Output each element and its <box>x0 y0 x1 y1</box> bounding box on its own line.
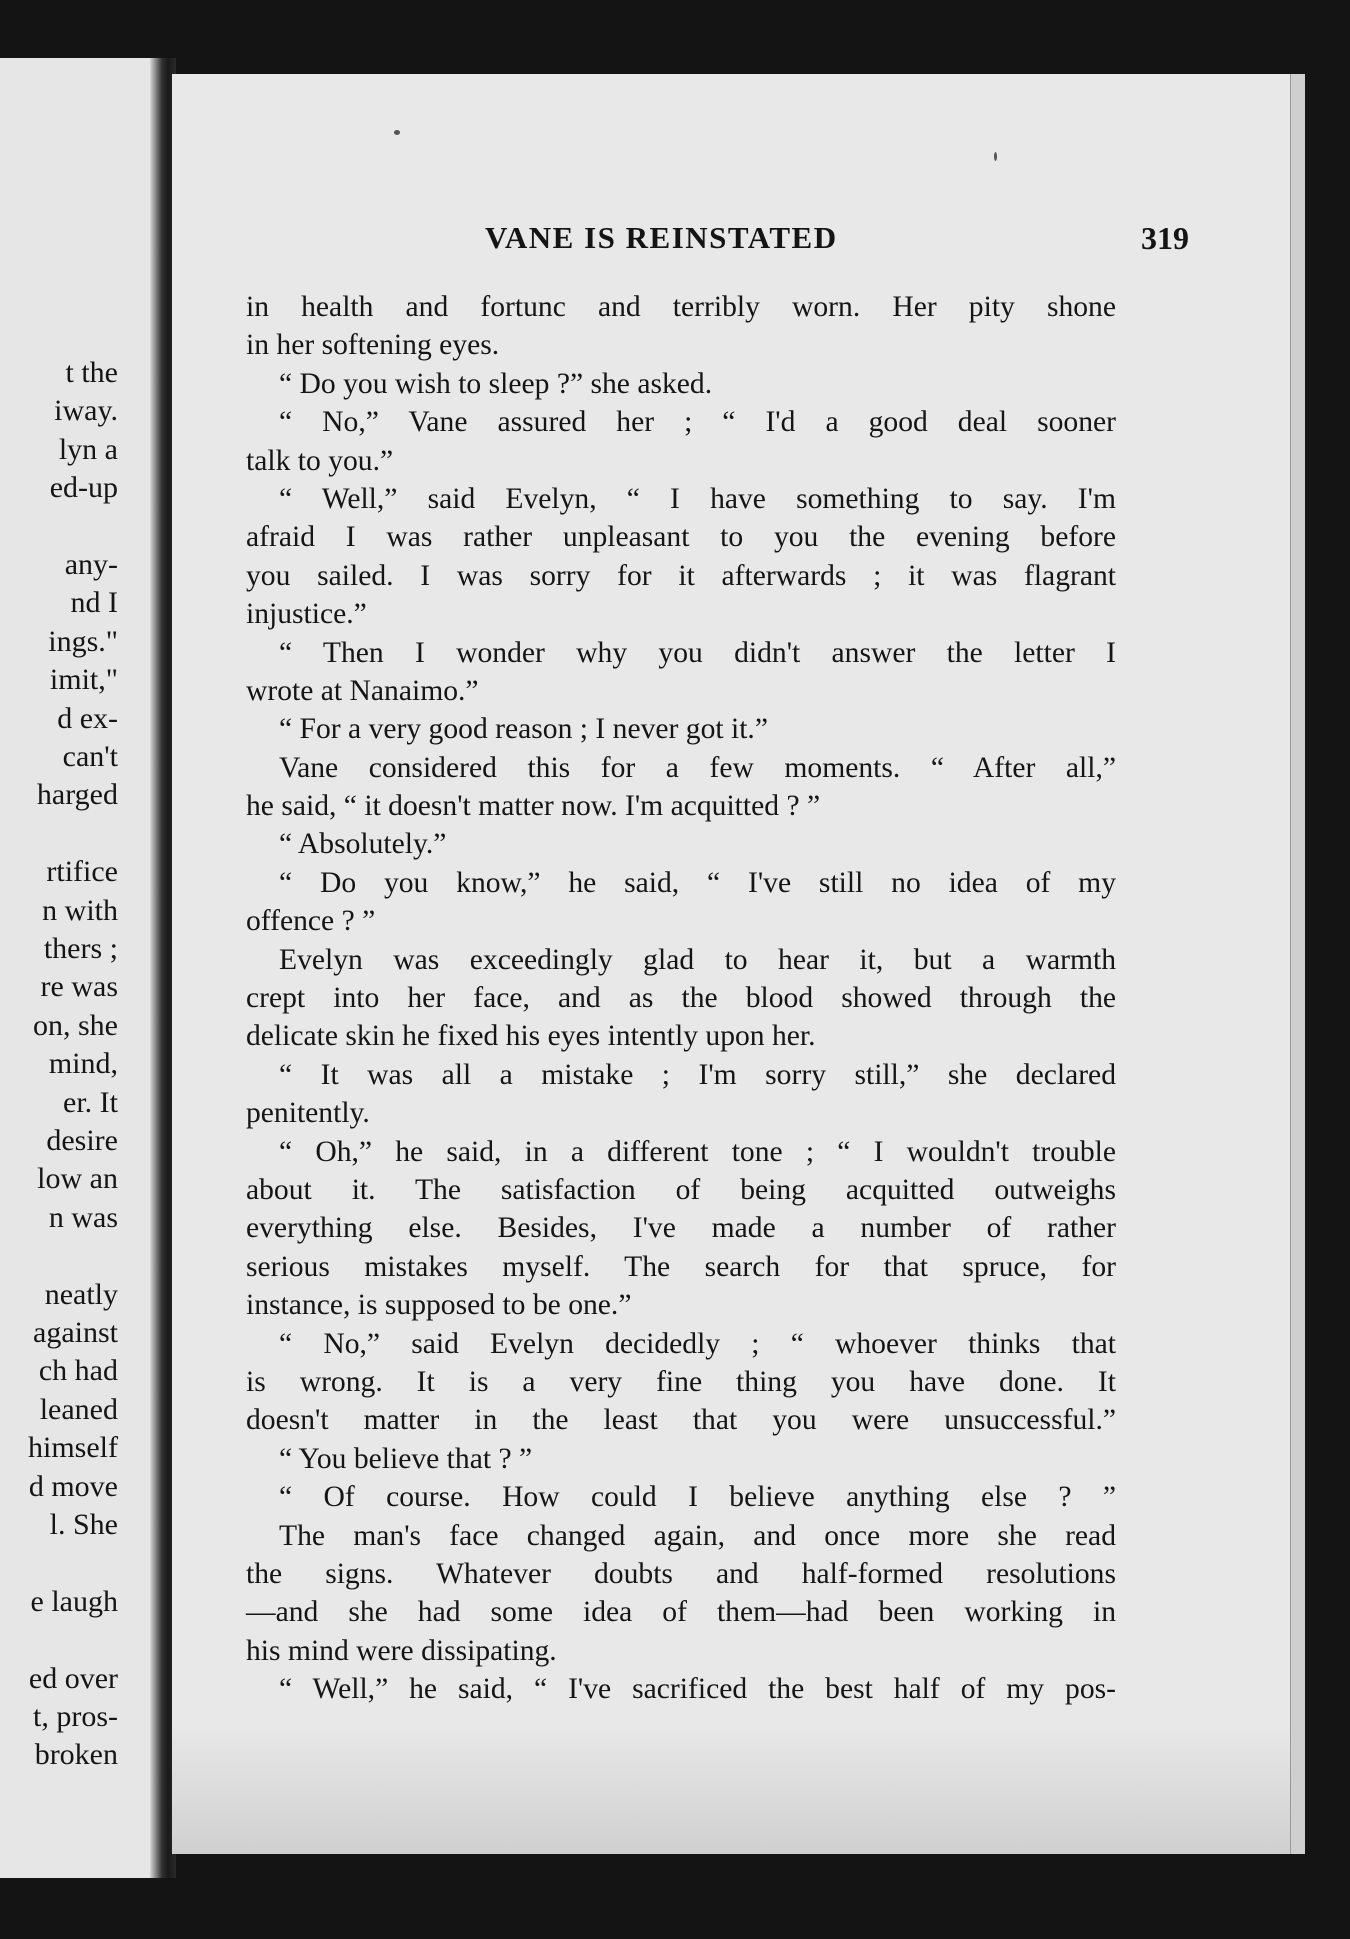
left-page-line-fragment: nd I <box>70 586 118 620</box>
text-line: the signs. Whatever doubts and half-formed resolutions <box>246 1557 1116 1590</box>
text-line: “ Do you wish to sleep ?” she asked. <box>279 367 713 400</box>
text-line: The man's face changed again, and once more she read <box>279 1519 1116 1552</box>
text-line: afraid I was rather unpleasant to you the evening before <box>246 521 1116 554</box>
left-page-line-fragment: low an <box>37 1162 118 1196</box>
left-page-line-fragment: mind, <box>48 1047 118 1081</box>
text-line: is wrong. It is a very fine thing you have done. It <box>246 1365 1116 1398</box>
left-page-line-fragment: himself <box>28 1431 118 1465</box>
scan-speck <box>994 152 997 161</box>
left-page-line-fragment: l. She <box>49 1508 118 1541</box>
left-page-line-fragment: e laugh <box>30 1584 118 1618</box>
left-page-line-fragment: t the <box>65 356 118 389</box>
text-line: penitently. <box>246 1097 370 1130</box>
text-line: “ You believe that ? ” <box>279 1442 533 1475</box>
left-page-line-fragment: desire <box>46 1124 118 1157</box>
text-line: “ No,” said Evelyn decidedly ; “ whoever thinks that <box>279 1327 1116 1360</box>
left-page-line-fragment: n was <box>48 1200 118 1234</box>
text-line: in health and fortunc and terribly worn. Her pity shone <box>246 291 1116 323</box>
left-page-line-fragment: d move <box>28 1469 118 1503</box>
left-page-line-fragment: t, pros- <box>33 1700 118 1733</box>
text-line: “ Then I wonder why you didn't answer the letter I <box>279 636 1116 669</box>
page-number: 319 <box>1141 220 1189 256</box>
text-line: crept into her face, and as the blood showed through the <box>246 982 1116 1015</box>
left-page-line-fragment: iway. <box>54 394 118 428</box>
left-page-line-fragment: broken <box>34 1738 118 1772</box>
left-page-line-fragment: any- <box>64 548 118 581</box>
left-page-line-fragment: er. It <box>63 1085 118 1119</box>
left-page-line-fragment: can't <box>62 740 118 773</box>
left-page-line-fragment: n with <box>42 893 118 927</box>
left-page-line-fragment: against <box>33 1316 118 1349</box>
text-line: Vane considered this for a few moments. “ After all,” <box>279 751 1116 784</box>
text-line: serious mistakes myself. The search for that spruce, for <box>246 1250 1116 1283</box>
text-line: he said, “ it doesn't matter now. I'm acquitted ? ” <box>246 790 821 823</box>
left-page-line-fragment: on, she <box>33 1008 118 1042</box>
left-page-line-fragment: harged <box>36 778 118 812</box>
left-page-line-fragment: lyn a <box>58 432 118 466</box>
scan-speck <box>394 130 400 135</box>
text-line: “ Well,” he said, “ I've sacrificed the best half of my pos- <box>279 1673 1116 1706</box>
text-line: everything else. Besides, I've made a number of rather <box>246 1212 1116 1245</box>
text-line: about it. The satisfaction of being acquitted outweighs <box>246 1173 1116 1206</box>
text-line: “ Absolutely.” <box>279 828 447 861</box>
left-page-line-fragment: imit," <box>49 663 118 697</box>
left-page-line-fragment: ed over <box>28 1661 118 1695</box>
text-line: injustice.” <box>246 598 367 631</box>
text-line: wrote at Nanaimo.” <box>246 674 479 707</box>
text-line: “ It was all a mistake ; I'm sorry still,” she declared <box>279 1058 1116 1091</box>
left-page-line-fragment: ed-up <box>49 471 118 505</box>
right-page <box>172 74 1290 1854</box>
text-line: “ For a very good reason ; I never got it.” <box>279 713 768 746</box>
page-edge <box>1290 74 1305 1854</box>
text-line: —and she had some idea of them—had been working in <box>246 1596 1116 1629</box>
text-line: “ Well,” said Evelyn, “ I have something to say. I'm <box>279 482 1116 515</box>
text-line: in her softening eyes. <box>246 329 500 362</box>
left-page-line-fragment: d ex- <box>57 701 118 735</box>
text-line: “ Do you know,” he said, “ I've still no idea of my <box>279 866 1116 899</box>
left-page-line-fragment: rtifice <box>46 855 118 889</box>
text-line: instance, is supposed to be one.” <box>246 1289 632 1322</box>
left-page-line-fragment: ch had <box>38 1354 118 1388</box>
text-line: delicate skin he fixed his eyes intently upon her. <box>246 1020 816 1053</box>
left-page-line-fragment: ings." <box>48 624 118 658</box>
text-line: “ Of course. How could I believe anything else ? ” <box>279 1481 1116 1514</box>
running-head: VANE IS REINSTATED <box>485 220 838 255</box>
text-line: Evelyn was exceedingly glad to hear it, but a warmth <box>279 943 1116 976</box>
body-text <box>246 288 1116 1708</box>
text-line: “ No,” Vane assured her ; “ I'd a good deal sooner <box>279 406 1116 439</box>
left-page-line-fragment: re was <box>40 970 118 1004</box>
left-page-line-fragment: thers ; <box>43 932 118 965</box>
left-page-line-fragment: leaned <box>39 1392 118 1426</box>
text-line: “ Oh,” he said, in a different tone ; “ I wouldn't trouble <box>279 1135 1116 1168</box>
text-line: offence ? ” <box>246 905 376 938</box>
text-line: his mind were dissipating. <box>246 1634 557 1667</box>
left-page-line-fragment: neatly <box>44 1277 118 1311</box>
page-header <box>172 220 1290 260</box>
text-line: talk to you.” <box>246 444 394 477</box>
left-page-fragment <box>0 58 165 1878</box>
text-line: doesn't matter in the least that you were unsuccessful.” <box>246 1404 1116 1437</box>
text-line: you sailed. I was sorry for it afterwards ; it was flagrant <box>246 559 1116 592</box>
